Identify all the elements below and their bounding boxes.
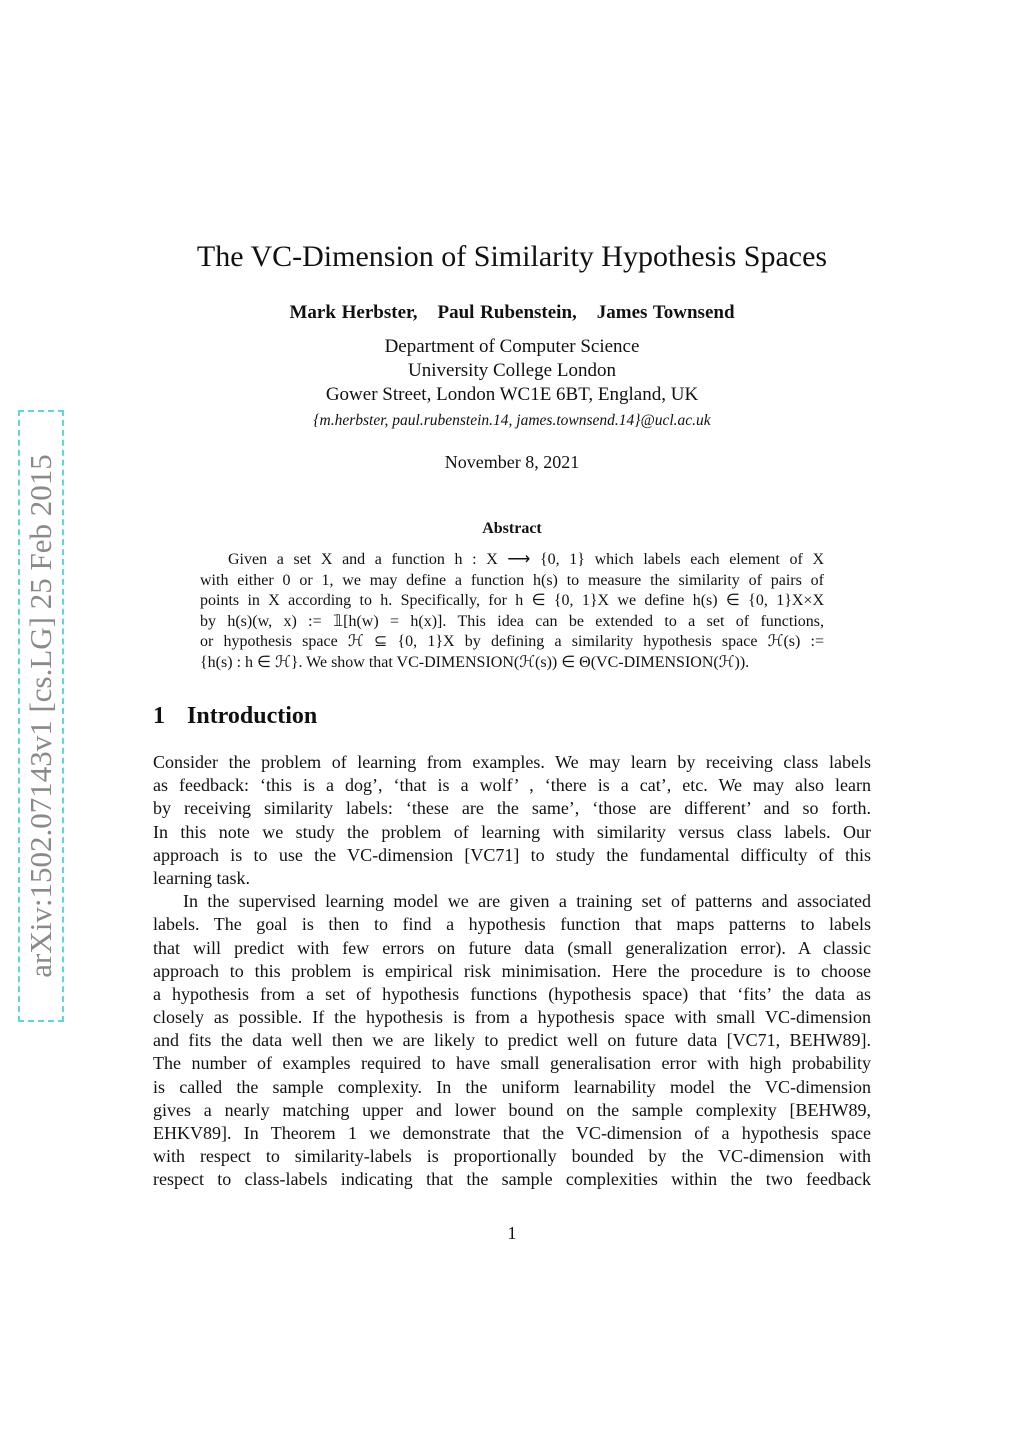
affiliation-department: Department of Computer Science xyxy=(384,336,640,357)
abstract-line: {h(s) : h ∈ ℋ}. We show that VC-DIMENSION(ℋ(s)) ∈ Θ(VC-DIMENSION(ℋ)). xyxy=(200,653,750,671)
body-line: is called the sample complexity. In the uniform learnability model the VC-dimension xyxy=(153,1076,871,1097)
body-line: closely as possible. If the hypothesis is from a hypothesis space with small VC-dimension xyxy=(153,1007,871,1028)
body-line: respect to class-labels indicating that the sample complexities within the two feedback xyxy=(153,1169,871,1190)
arxiv-stamp xyxy=(18,410,64,1022)
section-heading xyxy=(153,703,317,730)
body-line: that will predict with few errors on future data (small generalization error). A classic xyxy=(153,937,871,958)
body-line: Consider the problem of learning from examples. We may learn by receiving class labels xyxy=(153,752,871,772)
author-3: James Townsend xyxy=(596,302,735,323)
author-list xyxy=(150,302,874,324)
body-line: gives a nearly matching upper and lower bound on the sample complexity [BEHW89, xyxy=(153,1099,871,1120)
body-line: as feedback: ‘this is a dog’, ‘that is a wolf’ , ‘there is a cat’, etc. We may also learn xyxy=(153,775,871,796)
abstract-line: Given a set X and a function h : X ⟶ {0, 1} which labels each element of X xyxy=(228,551,824,568)
abstract-body xyxy=(200,550,824,674)
introduction-body xyxy=(153,751,871,1192)
body-line: by receiving similarity labels: ‘these are the same’, ‘those are different’ and so forth. xyxy=(153,798,871,819)
body-line: EHKV89]. In Theorem 1 we demonstrate that the VC-dimension of a hypothesis space xyxy=(153,1123,871,1143)
body-line: The number of examples required to have small generalisation error with high probability xyxy=(153,1053,871,1074)
body-line: and fits the data well then we are likely to predict well on future data [VC71, BEHW89]. xyxy=(153,1030,871,1051)
body-line: with respect to similarity-labels is proportionally bounded by the VC-dimension with xyxy=(153,1146,871,1167)
body-line: approach is to use the VC-dimension [VC71] to study the fundamental difficulty of this xyxy=(153,844,871,865)
abstract-heading: Abstract xyxy=(482,520,542,537)
body-line: a hypothesis from a set of hypothesis functions (hypothesis space) that ‘fits’ the data as xyxy=(153,983,871,1004)
abstract-line: points in X according to h. Specifically, for h ∈ {0, 1}X we define h(s) ∈ {0, 1}X×X xyxy=(200,592,825,610)
section-number: 1 xyxy=(153,703,165,729)
body-line: In this note we study the problem of learning with similarity versus class labels. Our xyxy=(153,821,871,842)
author-emails: {m.herbster, paul.rubenstein.14, james.townsend.14}@ucl.ac.uk xyxy=(313,412,711,429)
affiliation-university: University College London xyxy=(408,360,616,381)
abstract-line: by h(s)(w, x) := 𝟙[h(w) = h(x)]. This idea can be extended to a set of functions, xyxy=(200,612,824,630)
paper-date: November 8, 2021 xyxy=(444,452,580,472)
abstract-line: with either 0 or 1, we may define a function h(s) to measure the similarity of pairs of xyxy=(200,571,824,589)
author-1: Mark Herbster, xyxy=(289,302,418,323)
arxiv-stamp-text: arXiv:1502.07143v1 [cs.LG] 25 Feb 2015 xyxy=(23,454,58,978)
body-line: labels. The goal is then to find a hypothesis function that maps patterns to labels xyxy=(153,914,871,935)
paper-title: The VC-Dimension of Similarity Hypothesis Spaces xyxy=(196,240,828,273)
body-line: learning task. xyxy=(153,867,250,888)
body-line: In the supervised learning model we are given a training set of patterns and associated xyxy=(183,891,871,912)
author-2: Paul Rubenstein, xyxy=(437,302,577,323)
abstract-line: or hypothesis space ℋ ⊆ {0, 1}X by defining a similarity hypothesis space ℋ(s) := xyxy=(200,633,824,651)
page-number: 1 xyxy=(507,1223,517,1243)
body-line: approach to this problem is empirical risk minimisation. Here the procedure is to choose xyxy=(153,960,871,981)
affiliation-address: Gower Street, London WC1E 6BT, England, UK xyxy=(325,384,699,405)
section-title: Introduction xyxy=(187,703,318,729)
